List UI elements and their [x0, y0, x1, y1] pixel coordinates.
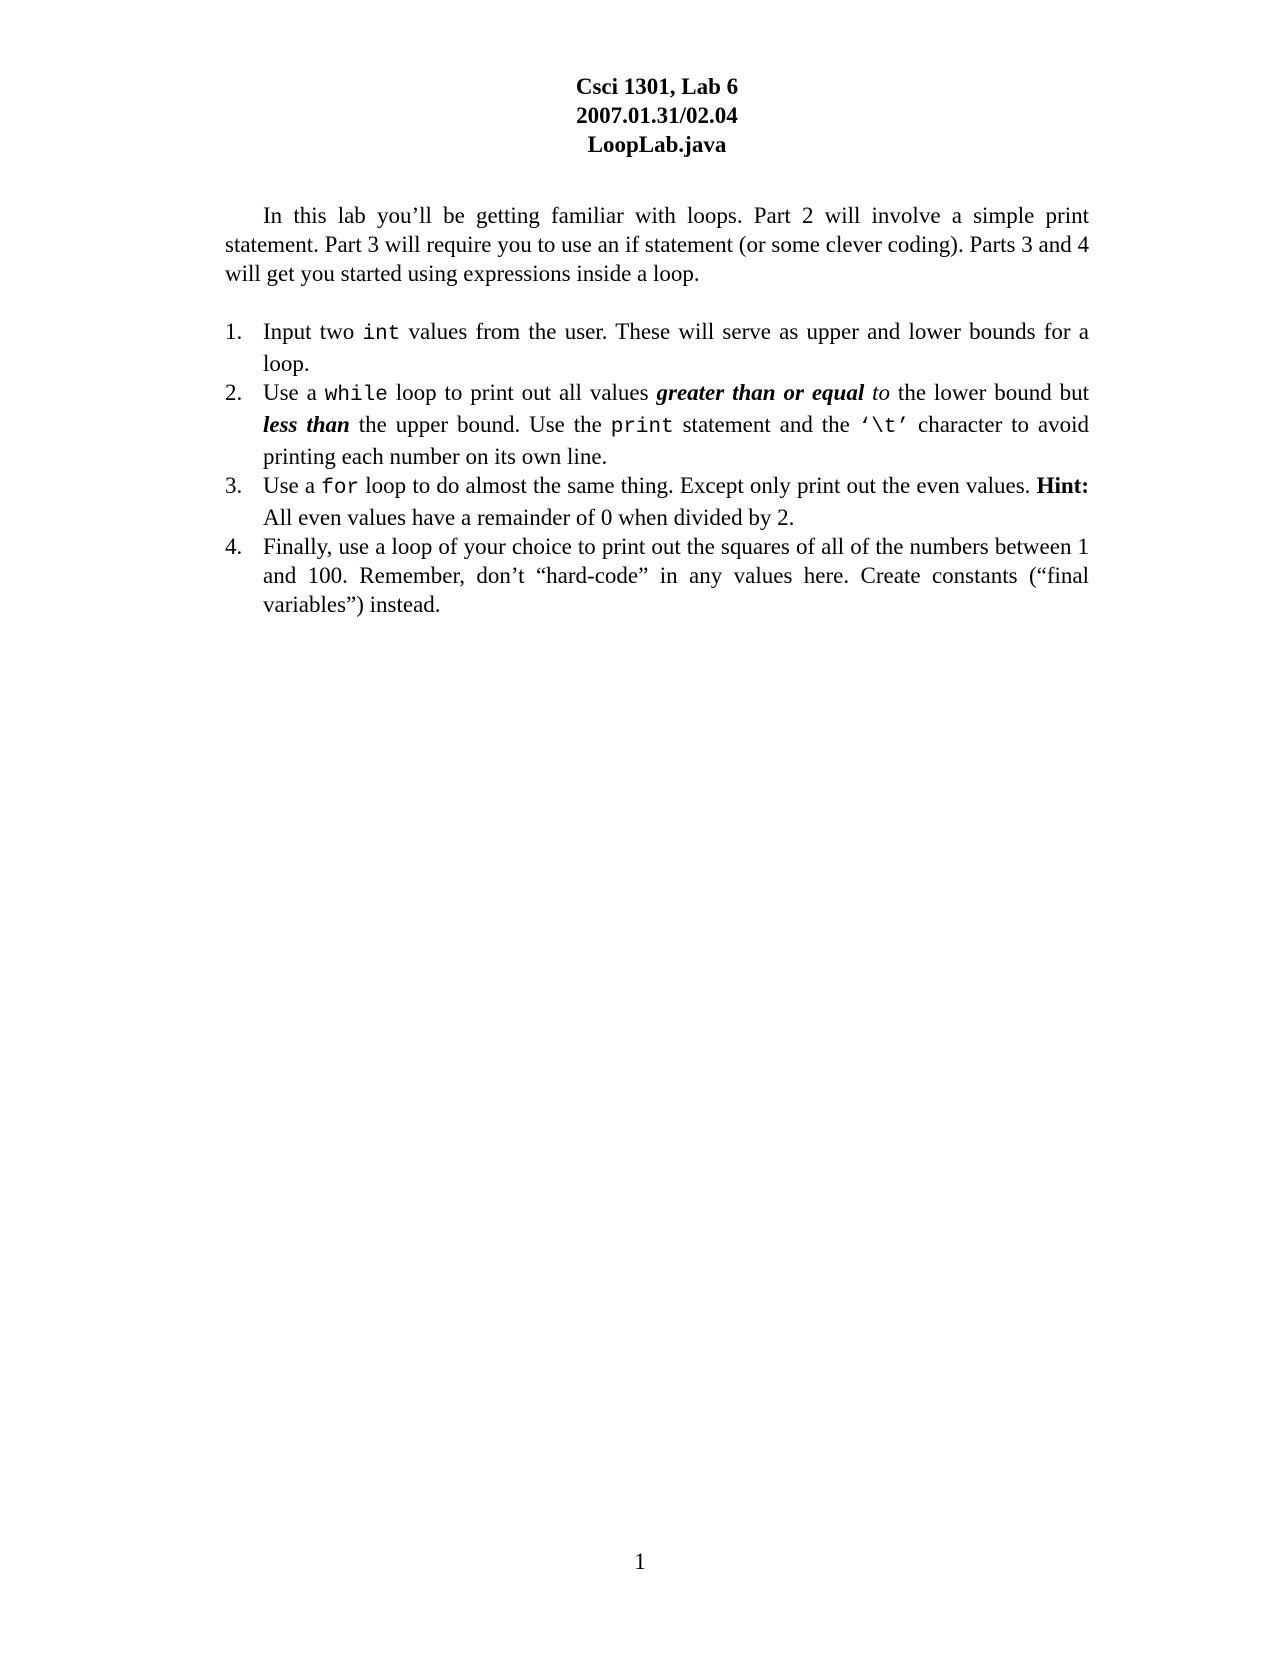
- list-item: [225, 378, 1089, 471]
- lab-dates: 2007.01.31/02.04: [576, 103, 738, 128]
- list-item-number: 3.: [225, 473, 243, 498]
- code-tab-char: ‘\t’: [858, 416, 910, 439]
- emphasis-to: to: [864, 380, 891, 405]
- code-for: for: [321, 477, 360, 500]
- step-text: values from the user. These will serve as upper and lower bounds for a loop.: [263, 319, 1089, 376]
- page-number: 1: [634, 1549, 646, 1574]
- step-text: Use a: [263, 473, 322, 498]
- list-item: [225, 317, 1089, 378]
- step-text: All even values have a remainder of 0 when divided by 2.: [263, 505, 795, 530]
- step-text: loop to do almost the same thing. Except only print out the even values.: [359, 473, 1037, 498]
- list-item: [225, 471, 1089, 532]
- code-print: print: [610, 416, 674, 439]
- instruction-list: [225, 317, 1089, 619]
- step-text: Use a: [263, 380, 325, 405]
- list-item-number: 4.: [225, 534, 243, 559]
- emphasis-greater-equal: greater than or equal: [656, 380, 865, 405]
- list-item-number: 2.: [225, 380, 243, 405]
- step-text: Finally, use a loop of your choice to print out the squares of all of the numbers between 1 and 100. Remember, don’t “hard-code” in any values here. Create constants (“final variables”) instead.: [263, 534, 1089, 617]
- step-text: the lower bound but: [890, 380, 1090, 405]
- hint-label: Hint:: [1036, 473, 1089, 498]
- document-header: [225, 72, 1089, 159]
- code-while: while: [324, 384, 388, 407]
- step-text: character to avoid printing each number on its own line.: [263, 412, 1089, 469]
- step-text: statement and the: [673, 412, 859, 437]
- course-title: Csci 1301, Lab 6: [575, 74, 739, 99]
- step-text: the upper bound. Use the: [349, 412, 611, 437]
- intro-paragraph: In this lab you’ll be getting familiar with loops. Part 2 will involve a simple print statement. Part 3 will require you to use an if statement (or some clever coding). Parts 3 and 4 will get you started using expressions inside a loop.: [225, 203, 1089, 286]
- step-text: Input two: [263, 319, 363, 344]
- emphasis-less-than: less than: [263, 412, 350, 437]
- list-item: [225, 532, 1089, 619]
- step-text: loop to print out all values: [387, 380, 657, 405]
- file-name: LoopLab.java: [587, 132, 727, 157]
- code-int: int: [362, 323, 401, 346]
- document-page: [225, 72, 1089, 619]
- list-item-number: 1.: [225, 319, 243, 344]
